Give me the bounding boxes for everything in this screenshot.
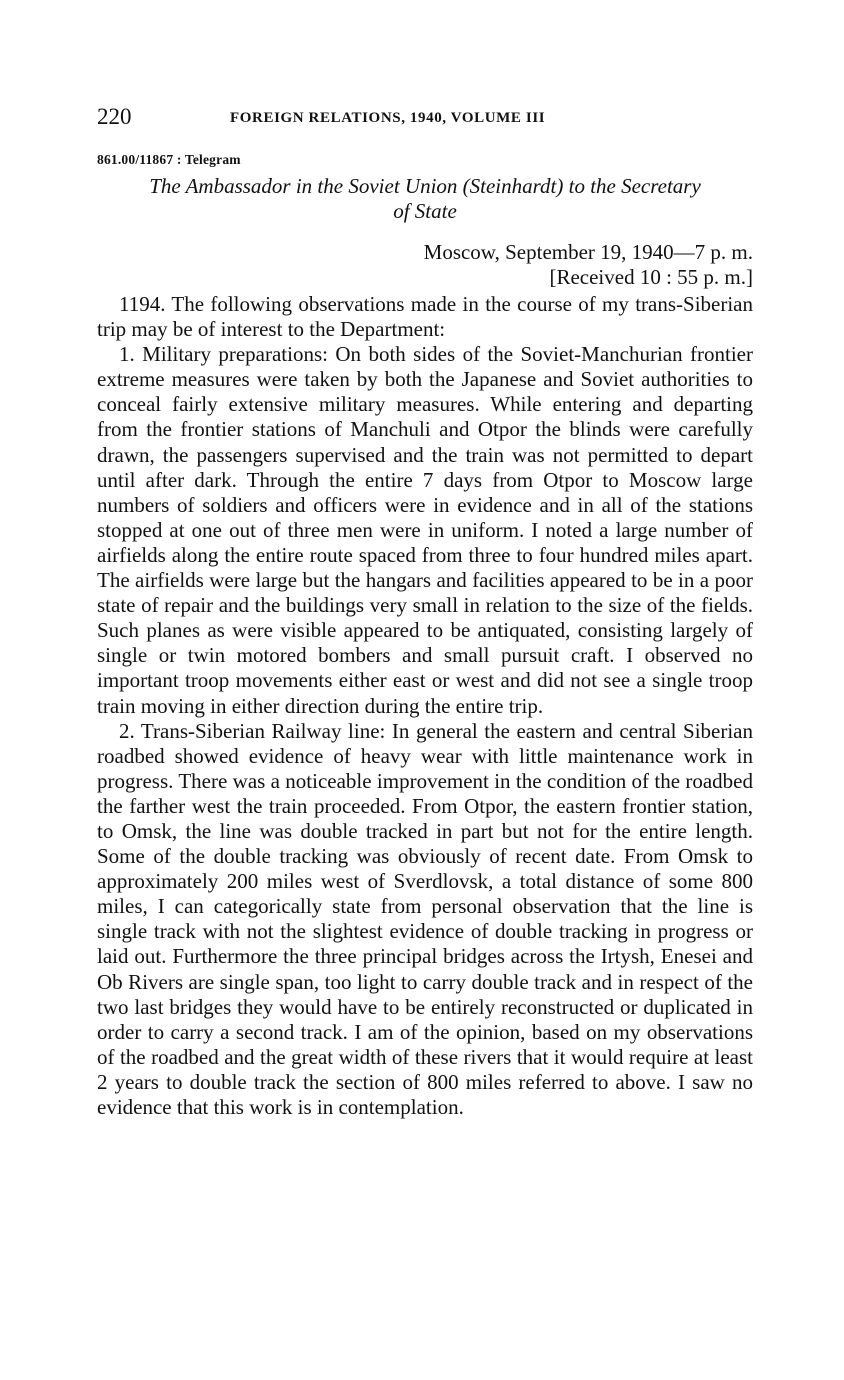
dateline [97, 240, 753, 290]
telegram-body [97, 292, 753, 1120]
paragraph-railway-line: 2. Trans-Siberian Railway line: In general the eastern and central Siberian roadbed showed evidence of heavy wear with little maintenance work in progress. There was a noticeable improvement in the condition of the roadbed the farther west the train proceeded. From Otpor, the eastern frontier station, to Omsk, the line was double tracked in part but not for the entire length. Some of the double tracking was obviously of recent date. From Omsk to approximately 200 miles west of Sverdlovsk, a total distance of some 800 miles, I can categorically state from personal observation that the line is single track with not the slightest evidence of double tracking in progress or laid out. Furthermore the three principal bridges across the Irtysh, Enesei and Ob Rivers are single span, too light to carry double track and in respect of the two last bridges they would have to be entirely reconstructed or duplicated in order to carry a second track. I am of the opinion, based on my observations of the roadbed and the great width of these rivers that it would require at least 2 years to double track the section of 800 miles referred to above. I saw no evidence that this work is in contemplation. [97, 718, 753, 1119]
paragraph-military-preparations: 1. Military preparations: On both sides of the Soviet-Manchurian frontier extreme measures were taken by both the Japanese and Soviet authorities to conceal fairly extensive military measures. While entering and departing from the frontier stations of Manchuli and Otpor the blinds were carefully drawn, the passengers supervised and the train was not permitted to depart until after dark. Through the entire 7 days from Otpor to Moscow large numbers of soldiers and officers were in evidence and in all of the stations stopped at one out of three men were in uniform. I noted a large number of airfields along the entire route spaced from three to four hundred miles apart. The airfields were large but the hangars and facilities appeared to be in a poor state of repair and the buildings very small in relation to the size of the fields. Such planes as were visible appeared to be antiquated, consisting largely of single or twin motored bombers and small pursuit craft. I observed no important troop movements either east or west and did not see a single troop train moving in either direction during the entire trip. [97, 342, 753, 718]
heading-line-2: of State [393, 199, 457, 223]
paragraph-intro: 1194. The following observations made in the course of my trans-Siberian trip may be of interest to the Department: [97, 292, 753, 342]
page-number: 220 [97, 104, 132, 129]
file-reference: 861.00/11867 : Telegram [97, 152, 241, 167]
heading-line-1: The Ambassador in the Soviet Union (Steinhardt) to the Secretary [149, 174, 701, 198]
running-header [97, 104, 753, 140]
place-date: Moscow, September 19, 1940—7 p. m. [423, 240, 753, 264]
volume-title: FOREIGN RELATIONS, 1940, VOLUME III [230, 110, 546, 126]
received-time: [Received 10 : 55 p. m.] [549, 265, 753, 289]
document-page [97, 104, 753, 1120]
document-heading [97, 174, 753, 224]
